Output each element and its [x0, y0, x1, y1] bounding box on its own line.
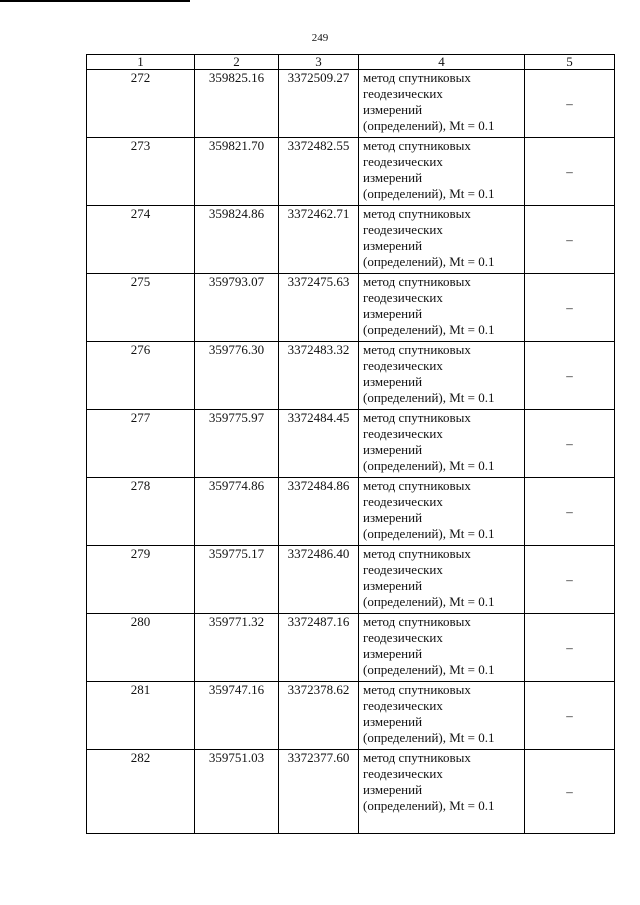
method-cell — [359, 274, 525, 342]
description-cell: – — [525, 206, 615, 274]
description-cell: – — [525, 274, 615, 342]
description-cell: – — [525, 478, 615, 546]
table-row — [87, 682, 615, 750]
method-line-4: (определений), Mt = 0.1 — [363, 594, 495, 609]
method-line-2: геодезических — [363, 86, 443, 101]
method-line-1: метод спутниковых — [363, 342, 471, 357]
method-line-3: измерений — [363, 170, 423, 185]
method-line-2: геодезических — [363, 698, 443, 713]
method-line-2: геодезических — [363, 426, 443, 441]
method-line-1: метод спутниковых — [363, 546, 471, 561]
method-line-4: (определений), Mt = 0.1 — [363, 662, 495, 677]
method-line-3: измерений — [363, 714, 423, 729]
method-line-2: геодезических — [363, 154, 443, 169]
method-cell — [359, 614, 525, 682]
method-line-3: измерений — [363, 782, 423, 797]
x-coordinate-cell: 359776.30 — [195, 342, 279, 410]
method-cell — [359, 70, 525, 138]
method-line-2: геодезических — [363, 630, 443, 645]
column-header-1: 1 — [87, 55, 195, 70]
method-line-2: геодезических — [363, 494, 443, 509]
point-number-cell: 280 — [87, 614, 195, 682]
description-cell: – — [525, 546, 615, 614]
x-coordinate-cell: 359775.17 — [195, 546, 279, 614]
method-line-4: (определений), Mt = 0.1 — [363, 526, 495, 541]
method-line-4: (определений), Mt = 0.1 — [363, 118, 495, 133]
method-cell — [359, 138, 525, 206]
method-line-3: измерений — [363, 306, 423, 321]
x-coordinate-cell: 359747.16 — [195, 682, 279, 750]
y-coordinate-cell: 3372482.55 — [279, 138, 359, 206]
table-body — [87, 70, 615, 834]
method-line-1: метод спутниковых — [363, 478, 471, 493]
table-row — [87, 138, 615, 206]
x-coordinate-cell: 359774.86 — [195, 478, 279, 546]
column-header-4: 4 — [359, 55, 525, 70]
description-cell: – — [525, 682, 615, 750]
method-cell — [359, 410, 525, 478]
method-line-3: измерений — [363, 510, 423, 525]
table-row — [87, 274, 615, 342]
y-coordinate-cell: 3372486.40 — [279, 546, 359, 614]
method-line-4: (определений), Mt = 0.1 — [363, 322, 495, 337]
method-cell — [359, 478, 525, 546]
y-coordinate-cell: 3372483.32 — [279, 342, 359, 410]
y-coordinate-cell: 3372475.63 — [279, 274, 359, 342]
description-cell: – — [525, 70, 615, 138]
method-line-1: метод спутниковых — [363, 70, 471, 85]
x-coordinate-cell: 359751.03 — [195, 750, 279, 834]
point-number-cell: 281 — [87, 682, 195, 750]
column-header-5: 5 — [525, 55, 615, 70]
table-row — [87, 342, 615, 410]
method-line-1: метод спутниковых — [363, 274, 471, 289]
x-coordinate-cell: 359771.32 — [195, 614, 279, 682]
method-cell — [359, 206, 525, 274]
description-cell: – — [525, 138, 615, 206]
method-line-2: геодезических — [363, 766, 443, 781]
method-line-3: измерений — [363, 374, 423, 389]
method-cell — [359, 682, 525, 750]
point-number-cell: 273 — [87, 138, 195, 206]
description-cell: – — [525, 614, 615, 682]
table-row — [87, 478, 615, 546]
table-row — [87, 614, 615, 682]
method-line-4: (определений), Mt = 0.1 — [363, 390, 495, 405]
method-line-3: измерений — [363, 646, 423, 661]
description-cell: – — [525, 342, 615, 410]
point-number-cell: 272 — [87, 70, 195, 138]
point-number-cell: 277 — [87, 410, 195, 478]
method-line-4: (определений), Mt = 0.1 — [363, 798, 495, 813]
method-cell — [359, 342, 525, 410]
method-line-1: метод спутниковых — [363, 138, 471, 153]
method-line-2: геодезических — [363, 290, 443, 305]
table-row — [87, 750, 615, 834]
x-coordinate-cell: 359775.97 — [195, 410, 279, 478]
method-cell — [359, 750, 525, 834]
method-cell — [359, 546, 525, 614]
y-coordinate-cell: 3372509.27 — [279, 70, 359, 138]
method-line-1: метод спутниковых — [363, 206, 471, 221]
method-line-4: (определений), Mt = 0.1 — [363, 458, 495, 473]
description-cell: – — [525, 750, 615, 834]
method-line-4: (определений), Mt = 0.1 — [363, 254, 495, 269]
method-line-3: измерений — [363, 442, 423, 457]
method-line-1: метод спутниковых — [363, 410, 471, 425]
method-line-2: геодезических — [363, 358, 443, 373]
top-rule — [0, 0, 190, 2]
point-number-cell: 275 — [87, 274, 195, 342]
y-coordinate-cell: 3372487.16 — [279, 614, 359, 682]
coordinates-table — [86, 54, 615, 834]
table-header-row — [87, 55, 615, 70]
method-line-2: геодезических — [363, 222, 443, 237]
x-coordinate-cell: 359821.70 — [195, 138, 279, 206]
method-line-3: измерений — [363, 578, 423, 593]
description-cell: – — [525, 410, 615, 478]
point-number-cell: 282 — [87, 750, 195, 834]
y-coordinate-cell: 3372462.71 — [279, 206, 359, 274]
method-line-3: измерений — [363, 102, 423, 117]
column-header-3: 3 — [279, 55, 359, 70]
method-line-2: геодезических — [363, 562, 443, 577]
y-coordinate-cell: 3372378.62 — [279, 682, 359, 750]
x-coordinate-cell: 359793.07 — [195, 274, 279, 342]
column-header-2: 2 — [195, 55, 279, 70]
method-line-4: (определений), Mt = 0.1 — [363, 186, 495, 201]
point-number-cell: 276 — [87, 342, 195, 410]
x-coordinate-cell: 359824.86 — [195, 206, 279, 274]
y-coordinate-cell: 3372484.86 — [279, 478, 359, 546]
y-coordinate-cell: 3372377.60 — [279, 750, 359, 834]
method-line-3: измерений — [363, 238, 423, 253]
y-coordinate-cell: 3372484.45 — [279, 410, 359, 478]
method-line-4: (определений), Mt = 0.1 — [363, 730, 495, 745]
point-number-cell: 274 — [87, 206, 195, 274]
page-number: 249 — [311, 32, 329, 44]
table-row — [87, 206, 615, 274]
point-number-cell: 279 — [87, 546, 195, 614]
table-row — [87, 410, 615, 478]
point-number-cell: 278 — [87, 478, 195, 546]
table-row — [87, 70, 615, 138]
method-line-1: метод спутниковых — [363, 750, 471, 765]
method-line-1: метод спутниковых — [363, 614, 471, 629]
method-line-1: метод спутниковых — [363, 682, 471, 697]
table-row — [87, 546, 615, 614]
x-coordinate-cell: 359825.16 — [195, 70, 279, 138]
